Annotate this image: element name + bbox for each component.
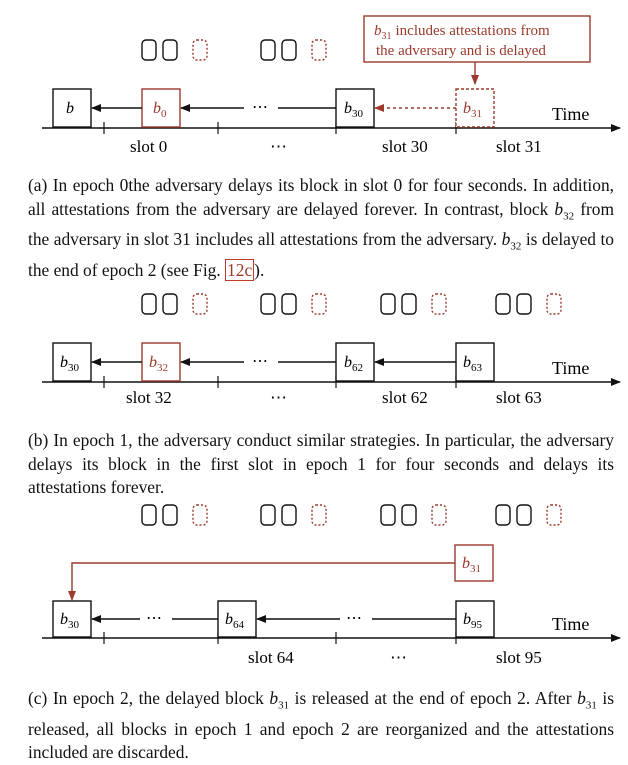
attestation-icon (402, 505, 416, 525)
ellipsis: ⋯ (252, 353, 268, 370)
ellipsis: ⋯ (346, 610, 362, 627)
block-genesis-label: b (66, 100, 74, 117)
attestation-icons-group (496, 505, 561, 525)
axis-label: Time (552, 104, 590, 124)
caption-c: (c) In epoch 2, the delayed block $b_{31}$ is released at the end of epoch 2. After $b_{31}$ is released, all blocks in epoch 1 and epoch 2 are reorganized and the attestations included are discarded. (28, 688, 615, 763)
block-b31-label: $b_{31}$ (462, 555, 481, 575)
slot-label: slot 30 (382, 137, 428, 156)
panel-c (42, 505, 620, 667)
attestation-icon (517, 505, 531, 525)
slot-label: slot 64 (248, 648, 294, 667)
delayed-attestation-icon (193, 40, 207, 60)
block-b64-label: $b_{64}$ (225, 611, 244, 631)
attestation-icons-group (496, 294, 561, 314)
attestation-icon (261, 40, 275, 60)
block-b95-label: $b_{95}$ (463, 611, 482, 631)
slot-label: slot 95 (496, 648, 542, 667)
block-b0-label: $b_0$ (153, 100, 167, 120)
slot-label: slot 0 (130, 137, 168, 156)
attestation-icons-group (261, 505, 326, 525)
panel-b (42, 294, 620, 407)
attestation-icons-group (142, 40, 207, 60)
attestation-icons-group (381, 505, 446, 525)
slot-label: ⋯ (390, 648, 407, 667)
attestation-icon (496, 505, 510, 525)
attestation-icon (261, 294, 275, 314)
annotation-text-line2: the adversary and is delayed (376, 43, 546, 59)
delayed-attestation-icon (193, 294, 207, 314)
caption-b: (b) In epoch 1, the adversary conduct similar strategies. In particular, the adversary delays its block in the first slot in epoch 1 for four seconds and delays its attestations forever. (28, 430, 614, 497)
axis-label: Time (552, 358, 590, 378)
slot-label: slot 62 (382, 388, 428, 407)
attestation-icon (163, 505, 177, 525)
attestation-icon (142, 40, 156, 60)
slot-label: slot 32 (126, 388, 172, 407)
attestation-icon (381, 505, 395, 525)
attestation-icon (517, 294, 531, 314)
block-b30-label: $b_{30}$ (60, 354, 79, 374)
delayed-attestation-icon (547, 294, 561, 314)
attestation-icons-group (261, 40, 326, 60)
delayed-attestation-icon (432, 294, 446, 314)
attestation-icons-group (381, 294, 446, 314)
block-b31-label: $b_{31}$ (463, 100, 482, 120)
ellipsis: ⋯ (252, 99, 268, 116)
delayed-attestation-icon (547, 505, 561, 525)
slot-label: slot 63 (496, 388, 542, 407)
delayed-attestation-icon (312, 505, 326, 525)
block-b32-label: $b_{32}$ (149, 354, 168, 374)
slot-label: slot 31 (496, 137, 542, 156)
delayed-attestation-icon (312, 294, 326, 314)
attestation-icons-group (261, 294, 326, 314)
delayed-attestation-icon (432, 505, 446, 525)
attestation-icons-group (142, 505, 207, 525)
axis-label: Time (552, 614, 590, 634)
block-b30-label: $b_{30}$ (60, 611, 79, 631)
block-b63-label: $b_{63}$ (463, 354, 482, 374)
block-b30-label: $b_{30}$ (344, 100, 363, 120)
reorg-arrow (72, 563, 455, 600)
attestation-icon (261, 505, 275, 525)
attestation-icon (282, 505, 296, 525)
attestation-icon (381, 294, 395, 314)
attestation-icon (163, 294, 177, 314)
attestation-icon (402, 294, 416, 314)
delayed-attestation-icon (193, 505, 207, 525)
caption-a: (a) In epoch 0the adversary delays its block in slot 0 for four seconds. In addition, all attestations from the adversary are delayed forever. In contrast, block $b_{32}$ from the adversary in slot 31 includes all attestations from the adversary. $b_{32}$ is delayed to the end of epoch 2 (see Fig. 12c ). (28, 175, 614, 281)
figure-reference-link[interactable]: 12c (227, 260, 253, 281)
attestation-icons-group (142, 294, 207, 314)
attestation-icon (496, 294, 510, 314)
panel-a (42, 16, 620, 156)
ellipsis: ⋯ (146, 610, 162, 627)
attestation-icon (163, 40, 177, 60)
attestation-icon (142, 294, 156, 314)
attestation-icon (282, 40, 296, 60)
block-b62-label: $b_{62}$ (344, 354, 363, 374)
attestation-icon (142, 505, 156, 525)
slot-label: ⋯ (270, 137, 287, 156)
slot-label: ⋯ (270, 388, 287, 407)
delayed-attestation-icon (312, 40, 326, 60)
annotation-text-line1: $b_{31}$ includes attestations from (374, 23, 550, 42)
attestation-icon (282, 294, 296, 314)
